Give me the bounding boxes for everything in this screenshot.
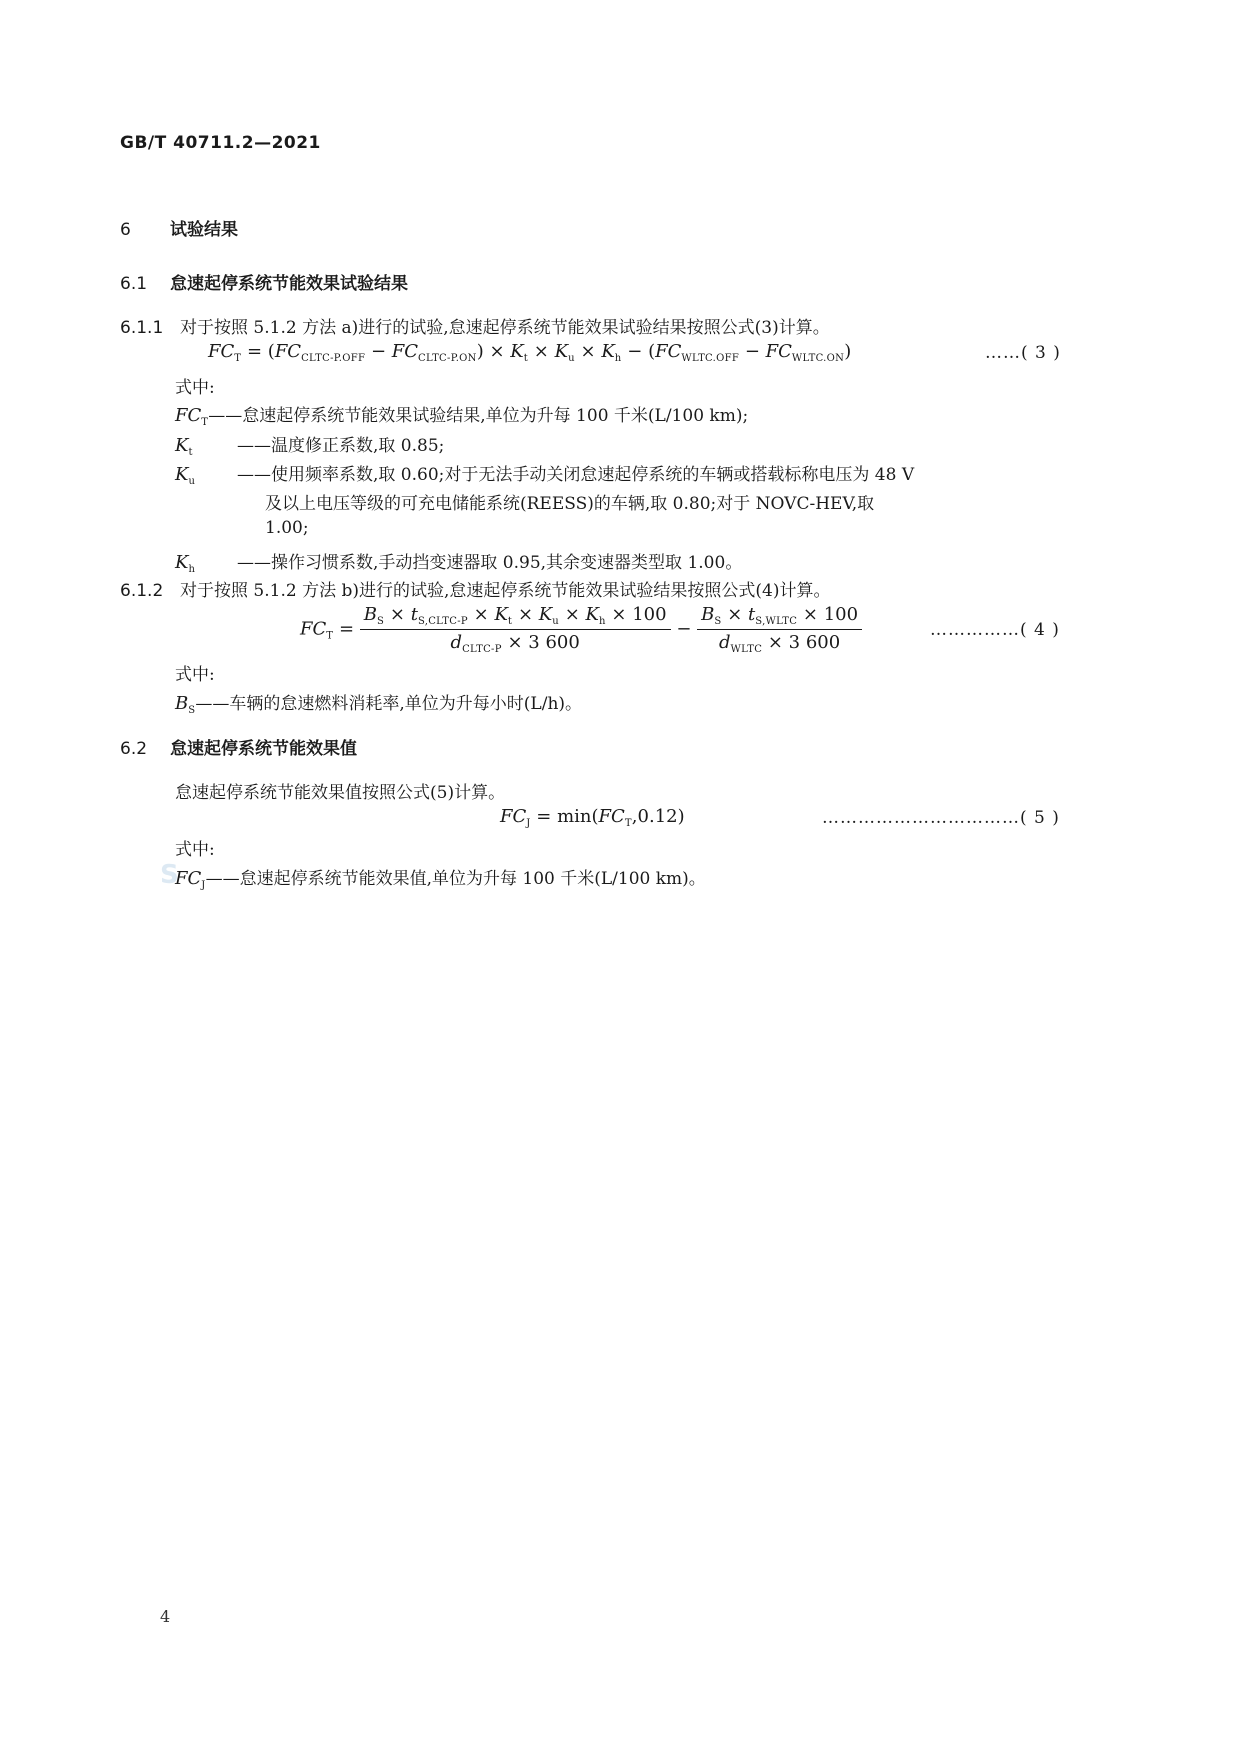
formula-3-number: ……( 3 ) [985, 343, 1061, 363]
fc-symbol: FC [175, 405, 202, 426]
operator: − [739, 341, 766, 362]
d-symbol: d [450, 632, 463, 653]
subscript: S,WLTC [755, 616, 798, 627]
watermark-logo: S [160, 860, 179, 890]
operator: − [365, 341, 392, 362]
operator: × [384, 604, 411, 625]
operator: × [512, 604, 539, 625]
definition-text: 温度修正系数,取 0.85; [271, 436, 445, 456]
standard-number: GB/T 40711.2—2021 [120, 133, 321, 153]
subscript: S [188, 705, 196, 716]
subscript: S,CLTC-P [417, 616, 468, 627]
operator: × 100 [605, 604, 667, 625]
fc-symbol: FC [274, 341, 302, 362]
section-title: 试验结果 [170, 220, 238, 240]
fc-symbol: FC [391, 341, 419, 362]
clause-number: 6.1.1 [120, 318, 164, 338]
definition-k-u [175, 460, 914, 487]
formula-4 [300, 604, 862, 655]
page-number: 4 [160, 1607, 171, 1626]
paragraph-6-2: 怠速起停系统节能效果值按照公式(5)计算。 [175, 783, 506, 803]
definition-dash: —— [237, 436, 271, 456]
definition-fc-j [175, 864, 706, 891]
subscript: t [507, 616, 513, 627]
b-symbol: B [175, 693, 189, 714]
definition-text: 车辆的怠速燃料消耗率,单位为升每小时(L/h)。 [229, 694, 583, 714]
definition-dash: —— [237, 553, 271, 573]
fc-symbol: FC [598, 806, 625, 827]
operator: × 3 600 [501, 632, 580, 653]
clause-6-1-1 [120, 313, 830, 338]
fc-symbol: FC [500, 806, 527, 827]
subscript: T [234, 353, 242, 364]
definition-k-u-line2: 及以上电压等级的可充电储能系统(REESS)的车辆,取 0.80;对于 NOVC-HEV,取 [265, 494, 875, 514]
fc-symbol: FC [175, 868, 202, 889]
b-symbol: B [363, 604, 378, 625]
definition-text: 操作习惯系数,手动挡变速器取 0.95,其余变速器类型取 1.00。 [271, 553, 743, 573]
subscript: T [624, 818, 632, 829]
definition-text: 使用频率系数,取 0.60;对于无法手动关闭怠速起停系统的车辆或搭载标称电压为 48 V [271, 465, 915, 485]
definition-dash: —— [237, 465, 271, 485]
operator: ) [844, 341, 852, 362]
t-symbol: t [748, 604, 756, 625]
subscript: u [568, 353, 575, 364]
subscript: J [526, 818, 531, 829]
k-symbol: K [585, 604, 599, 625]
definition-k-t [175, 431, 444, 458]
definition-fc-t [175, 401, 748, 428]
formula-4-number: ……………( 4 ) [930, 620, 1060, 640]
definition-k-h [175, 548, 742, 575]
definition-dash: —— [208, 406, 243, 426]
operator: × 100 [797, 604, 859, 625]
subscript: h [188, 564, 196, 575]
subscript: S [377, 616, 385, 627]
definition-text: 怠速起停系统节能效果值,单位为升每 100 千米(L/100 km)。 [239, 869, 706, 889]
operator: ) × [476, 341, 511, 362]
clause-text: 对于按照 5.1.2 方法 a)进行的试验,怠速起停系统节能效果试验结果按照公式(3)计算。 [180, 318, 830, 338]
fc-symbol: FC [208, 341, 235, 362]
operator: = [333, 618, 360, 640]
subscript: CLTC-P.OFF [301, 353, 366, 364]
subscript: J [201, 880, 206, 891]
operator: − [670, 618, 698, 640]
k-symbol: K [175, 435, 189, 456]
d-symbol: d [718, 632, 731, 653]
subscript: WLTC.OFF [681, 353, 740, 364]
definition-dash: —— [205, 869, 240, 889]
operator: ,0.12) [631, 806, 685, 827]
section-title: 怠速起停系统节能效果值 [170, 739, 357, 759]
t-symbol: t [410, 604, 418, 625]
operator: × [721, 604, 749, 625]
subscript: WLTC.ON [791, 353, 845, 364]
formula-3 [208, 341, 851, 364]
operator: = min( [530, 806, 599, 827]
clause-number: 6.1.2 [120, 581, 164, 601]
operator: × [467, 604, 495, 625]
fc-symbol: FC [300, 618, 327, 640]
numerator [697, 604, 862, 630]
k-symbol: K [554, 341, 569, 362]
section-6-1-heading [120, 269, 408, 294]
section-number: 6.2 [120, 739, 148, 759]
subscript: S [714, 616, 722, 627]
denominator [360, 630, 671, 655]
operator: − ( [621, 341, 656, 362]
formula-5 [500, 806, 685, 829]
subscript: u [552, 616, 559, 627]
where-label: 式中: [175, 665, 215, 685]
fraction-1 [360, 604, 671, 655]
subscript: CLTC-P [462, 644, 502, 655]
formula-5-number: ……………………………( 5 ) [822, 808, 1060, 828]
fc-symbol: FC [765, 341, 792, 362]
section-6-heading [120, 215, 238, 240]
k-symbol: K [538, 604, 553, 625]
k-symbol: K [175, 552, 189, 573]
k-symbol: K [175, 464, 189, 485]
operator: × [558, 604, 586, 625]
clause-text: 对于按照 5.1.2 方法 b)进行的试验,怠速起停系统节能效果试验结果按照公式(4)计算。 [180, 581, 831, 601]
section-number: 6 [120, 220, 131, 240]
subscript: t [188, 447, 193, 458]
subscript: t [523, 353, 529, 364]
where-label: 式中: [175, 378, 215, 398]
section-title: 怠速起停系统节能效果试验结果 [170, 274, 408, 294]
definition-b-s [175, 689, 582, 716]
subscript: h [614, 353, 622, 364]
denominator [697, 630, 862, 655]
where-label: 式中: [175, 840, 215, 860]
subscript: h [598, 616, 606, 627]
fc-symbol: FC [655, 341, 682, 362]
fraction-2 [697, 604, 862, 655]
definition-dash: —— [195, 694, 230, 714]
subscript: T [326, 630, 334, 642]
clause-6-1-2 [120, 576, 830, 601]
definition-k-u-line3: 1.00; [265, 518, 309, 538]
k-symbol: K [494, 604, 508, 625]
subscript: T [201, 417, 209, 428]
operator: = ( [241, 341, 275, 362]
section-6-2-heading [120, 734, 357, 759]
numerator [360, 604, 671, 630]
k-symbol: K [601, 341, 615, 362]
definition-text: 怠速起停系统节能效果试验结果,单位为升每 100 千米(L/100 km); [242, 406, 749, 426]
operator: × [574, 341, 602, 362]
b-symbol: B [701, 604, 715, 625]
subscript: CLTC-P.ON [418, 353, 477, 364]
operator: × [528, 341, 555, 362]
section-number: 6.1 [120, 274, 148, 294]
k-symbol: K [510, 341, 524, 362]
subscript: u [188, 476, 196, 487]
subscript: WLTC [730, 644, 763, 655]
operator: × 3 600 [762, 632, 841, 653]
